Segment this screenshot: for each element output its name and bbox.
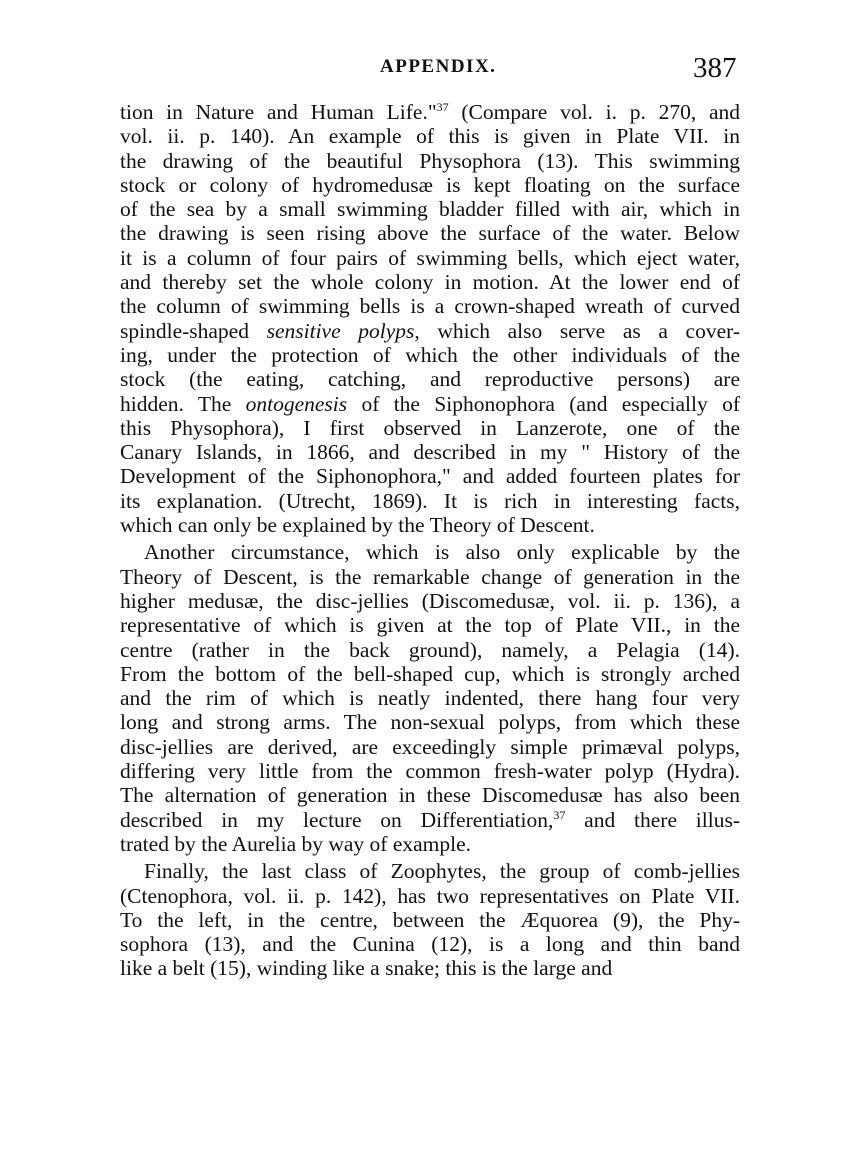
text-line	[120, 294, 740, 318]
text-line	[120, 565, 740, 589]
text-line	[120, 808, 740, 832]
page-number: 387	[693, 52, 737, 84]
text-line	[120, 908, 740, 932]
text-line	[120, 735, 740, 759]
text-run: the column of swimming bells is a crown-shaped wreath of curved	[120, 294, 740, 319]
text-line	[120, 686, 740, 710]
text-run: higher medusæ, the disc-jellies (Discomedusæ, vol. ii. p. 136), a	[120, 588, 740, 613]
text-line	[120, 221, 740, 245]
text-line	[120, 489, 740, 513]
paragraph	[120, 859, 740, 980]
text-line	[120, 440, 740, 464]
text-run: stock (the eating, catching, and reproductive persons) are	[120, 367, 740, 392]
text-run: differing very little from the common fresh-water polyp (Hydra).	[120, 759, 740, 784]
text-run: this Physophora), I first observed in Lanzerote, one of the	[120, 415, 740, 440]
paragraph	[120, 100, 740, 537]
text-line	[120, 540, 740, 564]
text-run: and thereby set the whole colony in motion. At the lower end of	[120, 270, 740, 295]
text-line	[120, 884, 740, 908]
text-run: vol. ii. p. 140). An example of this is given in Plate VII. in	[120, 124, 740, 149]
text-line	[120, 662, 740, 686]
text-line	[120, 197, 740, 221]
text-run: Theory of Descent, is the remarkable change of generation in the	[120, 564, 740, 589]
text-run: Another circumstance, which is also only explicable by the	[144, 540, 740, 565]
text-run: hidden. The	[120, 391, 246, 416]
text-run: spindle-shaped	[120, 318, 267, 343]
text-run: described in my lecture on Differentiation,	[120, 807, 554, 832]
text-run: The alternation of generation in these Discomedusæ has also been	[120, 783, 740, 808]
text-run: tion in Nature and Human Life."	[120, 100, 437, 124]
text-run: To the left, in the centre, between the Æquorea (9), the Phy-	[120, 907, 740, 932]
text-line	[120, 319, 740, 343]
paragraph	[120, 540, 740, 856]
text-run: which also serve as a cover-	[419, 318, 741, 343]
text-run: the drawing is seen rising above the surface of the water. Below	[120, 221, 740, 246]
text-line	[120, 149, 740, 173]
text-run: and there illus-	[565, 807, 740, 832]
text-run: sophora (13), and the Cunina (12), is a long and thin band	[120, 932, 740, 957]
text-line	[120, 783, 740, 807]
text-line	[120, 932, 740, 956]
text-line	[120, 613, 740, 637]
footnote-ref: 37	[436, 99, 449, 114]
text-run: trated by the Aurelia by way of example.	[120, 831, 472, 856]
text-line	[120, 270, 740, 294]
text-line	[120, 513, 740, 537]
body-text	[120, 100, 740, 981]
text-run: stock or colony of hydromedusæ is kept floating on the surface	[120, 172, 740, 197]
text-run: of the Siphonophora (and especially of	[347, 391, 740, 416]
text-line	[120, 859, 740, 883]
text-run: From the bottom of the bell-shaped cup, which is strongly arched	[120, 661, 740, 686]
text-run: disc-jellies are derived, are exceedingly simple primæval polyps,	[120, 734, 740, 759]
text-run: Finally, the last class of Zoophytes, the group of comb-jellies	[144, 859, 740, 884]
text-line	[120, 343, 740, 367]
text-line	[120, 173, 740, 197]
text-run: the drawing of the beautiful Physophora (13). This swimming	[120, 148, 740, 173]
text-run: Development of the Siphonophora," and added fourteen plates for	[120, 464, 740, 489]
text-line	[120, 710, 740, 734]
text-run: (Compare vol. i. p. 270, and	[448, 100, 740, 124]
text-run: its explanation. (Utrecht, 1869). It is rich in interesting facts,	[120, 488, 740, 513]
text-run: representative of which is given at the top of Plate VII., in the	[120, 613, 740, 638]
italic-term: sensitive polyps,	[266, 318, 420, 343]
text-line	[120, 367, 740, 391]
text-line	[120, 246, 740, 270]
text-run: which can only be explained by the Theory of Descent.	[120, 513, 595, 538]
text-line	[120, 464, 740, 488]
text-line	[120, 124, 740, 148]
footnote-ref: 37	[553, 807, 566, 822]
text-run: long and strong arms. The non-sexual polyps, from which these	[120, 710, 740, 735]
text-line	[120, 832, 740, 856]
text-line	[120, 638, 740, 662]
text-run: (Ctenophora, vol. ii. p. 142), has two representatives on Plate VII.	[120, 883, 740, 908]
text-run: and the rim of which is neatly indented, there hang four very	[120, 686, 740, 711]
text-run: centre (rather in the back ground), namely, a Pelagia (14).	[120, 637, 740, 662]
text-line	[120, 759, 740, 783]
text-line	[120, 956, 740, 980]
text-run: ing, under the protection of which the other individuals of the	[120, 342, 740, 367]
text-run: like a belt (15), winding like a snake; this is the large and	[120, 956, 613, 981]
text-run: Canary Islands, in 1866, and described in my " History of the	[120, 440, 740, 465]
text-line	[120, 392, 740, 416]
text-line	[120, 416, 740, 440]
text-line	[120, 589, 740, 613]
text-line	[120, 100, 740, 124]
running-head: APPENDIX.	[380, 56, 497, 77]
italic-term: ontogenesis	[245, 391, 348, 416]
text-run: it is a column of four pairs of swimming bells, which eject water,	[120, 245, 740, 270]
text-run: of the sea by a small swimming bladder filled with air, which in	[120, 197, 740, 222]
